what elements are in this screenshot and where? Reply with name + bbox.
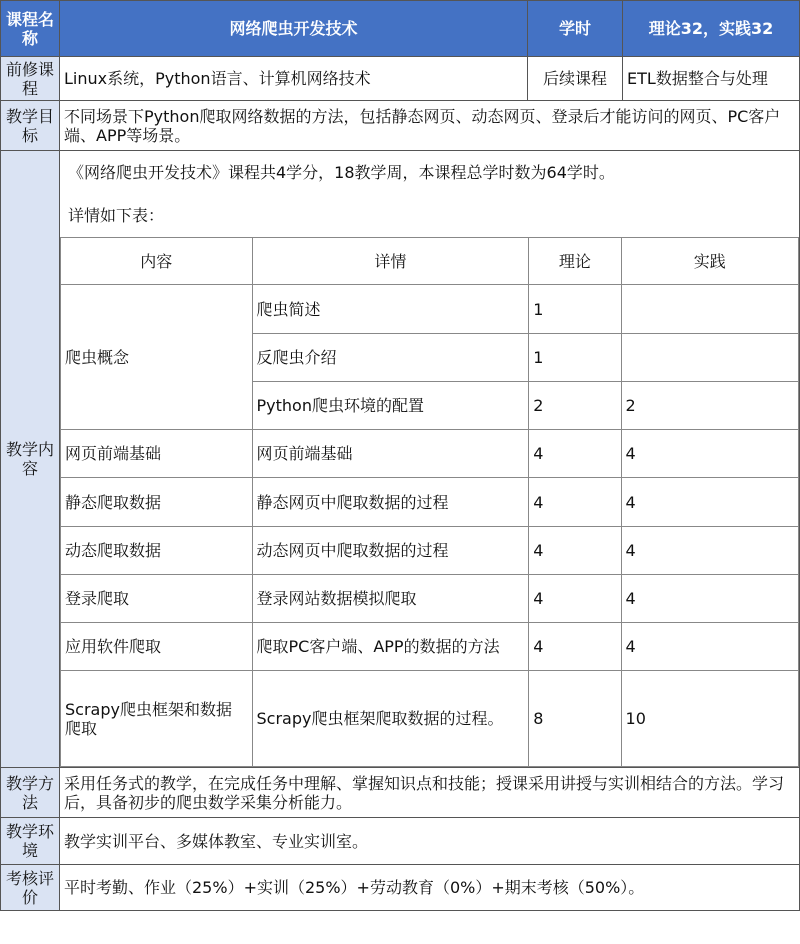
hours-value: 理论32，实践32 bbox=[623, 1, 800, 57]
content-detail-label: 详情如下表： bbox=[68, 206, 165, 225]
header-row bbox=[1, 1, 800, 57]
row-practice: 4 bbox=[621, 527, 799, 575]
goal-label: 教学目标 bbox=[1, 101, 60, 151]
row-topic: Scrapy爬虫框架和数据爬取 bbox=[61, 671, 253, 767]
row-theory: 1 bbox=[529, 285, 621, 334]
content-label: 教学内容 bbox=[1, 151, 60, 768]
row-theory: 2 bbox=[529, 382, 621, 430]
course-name: 网络爬虫开发技术 bbox=[60, 1, 528, 57]
row-theory: 4 bbox=[529, 527, 621, 575]
row-theory: 4 bbox=[529, 478, 621, 527]
content-cell bbox=[60, 151, 800, 768]
row-practice: 2 bbox=[621, 382, 799, 430]
table-row bbox=[61, 575, 799, 623]
method-row bbox=[1, 768, 800, 818]
follow-label: 后续课程 bbox=[528, 57, 623, 101]
row-practice: 10 bbox=[621, 671, 799, 767]
row-practice: 4 bbox=[621, 430, 799, 478]
row-theory: 4 bbox=[529, 575, 621, 623]
table-row bbox=[61, 430, 799, 478]
row-detail: 反爬虫介绍 bbox=[252, 334, 529, 382]
row-detail: Scrapy爬虫框架爬取数据的过程。 bbox=[252, 671, 529, 767]
row-topic: 登录爬取 bbox=[61, 575, 253, 623]
table-row bbox=[61, 478, 799, 527]
row-theory: 1 bbox=[529, 334, 621, 382]
row-detail: 网页前端基础 bbox=[252, 430, 529, 478]
environment-row bbox=[1, 818, 800, 865]
row-theory: 4 bbox=[529, 430, 621, 478]
prereq-label: 前修课程 bbox=[1, 57, 60, 101]
evaluation-value: 平时考勤、作业（25%）+实训（25%）+劳动教育（0%）+期末考核（50%）。 bbox=[60, 865, 800, 911]
follow-value: ETL数据整合与处理 bbox=[623, 57, 800, 101]
content-row bbox=[1, 151, 800, 768]
row-theory: 4 bbox=[529, 623, 621, 671]
row-practice bbox=[621, 285, 799, 334]
row-practice bbox=[621, 334, 799, 382]
table-row bbox=[61, 527, 799, 575]
goal-value: 不同场景下Python爬取网络数据的方法，包括静态网页、动态网页、登录后才能访问的网页、PC客户端、APP等场景。 bbox=[60, 101, 800, 151]
goal-row bbox=[1, 101, 800, 151]
row-topic: 网页前端基础 bbox=[61, 430, 253, 478]
environment-label: 教学环境 bbox=[1, 818, 60, 865]
row-topic: 动态爬取数据 bbox=[61, 527, 253, 575]
table-row bbox=[61, 623, 799, 671]
prereq-value: Linux系统，Python语言、计算机网络技术 bbox=[60, 57, 528, 101]
method-label: 教学方法 bbox=[1, 768, 60, 818]
evaluation-row bbox=[1, 865, 800, 911]
hours-label: 学时 bbox=[528, 1, 623, 57]
method-value: 采用任务式的教学，在完成任务中理解、掌握知识点和技能；授课采用讲授与实训相结合的方法。学习后，具备初步的爬虫数学采集分析能力。 bbox=[60, 768, 800, 818]
row-topic: 静态爬取数据 bbox=[61, 478, 253, 527]
group-topic: 爬虫概念 bbox=[61, 285, 253, 430]
content-intro: 《网络爬虫开发技术》课程共4学分，18教学周，本课程总学时数为64学时。 bbox=[68, 163, 615, 182]
col-header-theory: 理论 bbox=[529, 238, 621, 285]
row-detail: Python爬虫环境的配置 bbox=[252, 382, 529, 430]
row-practice: 4 bbox=[621, 623, 799, 671]
row-detail: 登录网站数据模拟爬取 bbox=[252, 575, 529, 623]
row-practice: 4 bbox=[621, 478, 799, 527]
prereq-row bbox=[1, 57, 800, 101]
col-header-practice: 实践 bbox=[621, 238, 799, 285]
evaluation-label: 考核评价 bbox=[1, 865, 60, 911]
row-detail: 静态网页中爬取数据的过程 bbox=[252, 478, 529, 527]
row-detail: 爬取PC客户端、APP的数据的方法 bbox=[252, 623, 529, 671]
course-name-label: 课程名称 bbox=[1, 1, 60, 57]
environment-value: 教学实训平台、多媒体教室、专业实训室。 bbox=[60, 818, 800, 865]
table-row bbox=[61, 285, 799, 334]
schedule-header-row bbox=[61, 238, 799, 285]
row-detail: 动态网页中爬取数据的过程 bbox=[252, 527, 529, 575]
row-theory: 8 bbox=[529, 671, 621, 767]
col-header-detail: 详情 bbox=[252, 238, 529, 285]
schedule-table bbox=[60, 237, 799, 767]
row-practice: 4 bbox=[621, 575, 799, 623]
table-row bbox=[61, 671, 799, 767]
col-header-topic: 内容 bbox=[61, 238, 253, 285]
row-detail: 爬虫简述 bbox=[252, 285, 529, 334]
row-topic: 应用软件爬取 bbox=[61, 623, 253, 671]
